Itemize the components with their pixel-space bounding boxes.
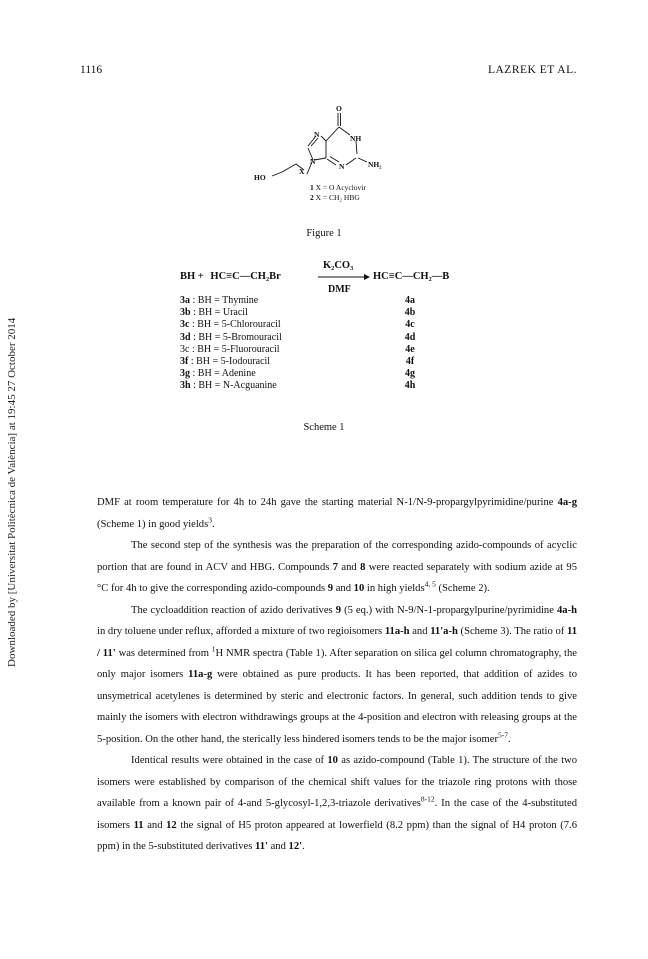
product-label: 4c bbox=[405, 319, 415, 331]
reaction-arrow bbox=[318, 272, 370, 282]
atom-ho: HO bbox=[254, 173, 266, 182]
product-label: 4h bbox=[404, 380, 416, 392]
product-label: 4e bbox=[405, 343, 415, 355]
atom-o: O bbox=[336, 104, 342, 113]
paragraph-1: DMF at room temperature for 4h to 24h gave the starting material N-1/N-9-propargylpyrimidine/purine 4a-g (Scheme 1) in good yields$^3$. bbox=[97, 497, 577, 530]
scheme-row: 3h : BH = N-Acguanine bbox=[180, 380, 277, 392]
legend-line-2: 2 X = CH₂ HBG bbox=[310, 193, 360, 202]
running-title: LAZREK ET AL. bbox=[487, 64, 577, 76]
scheme-rows bbox=[180, 295, 282, 393]
scheme-row: 3c : BH = 5-Fluorouracil bbox=[180, 343, 280, 355]
atom-x: X bbox=[299, 167, 305, 176]
scheme-row: 3d : BH = 5-Bromouracil bbox=[180, 331, 282, 343]
atom-nh2: NH₂ bbox=[368, 160, 382, 169]
atom-n3: N bbox=[339, 162, 345, 171]
scheme-caption: Scheme 1 bbox=[303, 422, 345, 433]
page-number: 1116 bbox=[80, 64, 103, 76]
scheme-row: 3f : BH = 5-Iodouracil bbox=[180, 355, 271, 367]
product-label: 4d bbox=[404, 331, 416, 343]
paragraph-4: Identical results were obtained in the case of 10 as azido-compound (Table 1). The structure of the two isomers were established by comparison of the chemical shift values for the triazole ring protons with those available from a known pair of 4-and 5-glycosyl-1,2,3-triazole derivatives$^{8-12}$. In the case of the 4-substituted isomers 11 and 12 the signal of H5 proton appeared at lowerfield (8.2 ppm) than the signal of H4 proton (7.6 ppm) in the 5-substituted derivatives 11' and 12'. bbox=[97, 755, 578, 852]
reactant-bh: BH + bbox=[180, 271, 204, 282]
scheme-row: 3b : BH = Uracil bbox=[180, 307, 248, 319]
paragraph-3: The cycloaddition reaction of azido derivatives 9 (5 eq.) with N-9/N-1-propargylpurine/pyrimidine 4a-h in dry toluene under reflux, afforded a mixture of two regioisomers 11a-h and 11'a-h (Scheme 3). The ratio of 11 / 11' was determined from $^1$H NMR spectra (Table 1). After separation on silica gel column chromatography, the only major isomers 11a-g were obtained as pure products. It has been reported, that addition of azides to unsymetrical acetylenes is determined by steric and electronic factors. In general, such addition tends to give mainly the isomers with electron withdrawings groups at the 4-position and electron with releasing groups at the 5-position. On the other hand, the sterically less hindered isomers tends to be the major isomer$^{5-7}$. bbox=[97, 604, 577, 745]
body-text bbox=[97, 492, 577, 858]
figure-caption: Figure 1 bbox=[306, 228, 342, 239]
product-label: 4b bbox=[404, 307, 416, 319]
reagent-k2co3: K₂CO₃ bbox=[323, 260, 354, 271]
reactant-propargyl-bromide: HC≡C—CH₂Br bbox=[210, 271, 281, 282]
scheme-row: 3c : BH = 5-Chlorouracil bbox=[180, 319, 281, 331]
acyclovir-structure bbox=[250, 100, 400, 208]
atom-nh: NH bbox=[350, 134, 362, 143]
product-label: 4g bbox=[405, 368, 415, 380]
atom-n9: N bbox=[310, 157, 316, 166]
paragraph-2: The second step of the synthesis was the preparation of the corresponding azido-compounds of acyclic portion that are found in ACV and HBG. Compounds 7 and 8 were reacted separately with sodium azide at 95 °C for 4h to give the corresponding azido-compounds 9 and 10 in high yields$^{4, 5}$ (Scheme 2). bbox=[97, 540, 578, 594]
scheme-row: 3g : BH = Adenine bbox=[180, 368, 256, 380]
product-label: 4f bbox=[405, 355, 415, 367]
product-formula: HC≡C—CH₂—B bbox=[373, 271, 450, 282]
scheme-left-side bbox=[180, 271, 281, 282]
scheme-products bbox=[390, 295, 430, 393]
product-label: 4a bbox=[405, 295, 415, 306]
download-watermark: Downloaded by [Universitat Politècnica de València] at 19:45 27 October 2014 bbox=[6, 317, 18, 667]
scheme-row: 3a : BH = Thymine bbox=[180, 295, 259, 306]
legend-line-1: 1 X = O Acyclovir bbox=[310, 183, 366, 192]
atom-n7: N bbox=[314, 130, 320, 139]
reagent-dmf: DMF bbox=[328, 284, 351, 295]
